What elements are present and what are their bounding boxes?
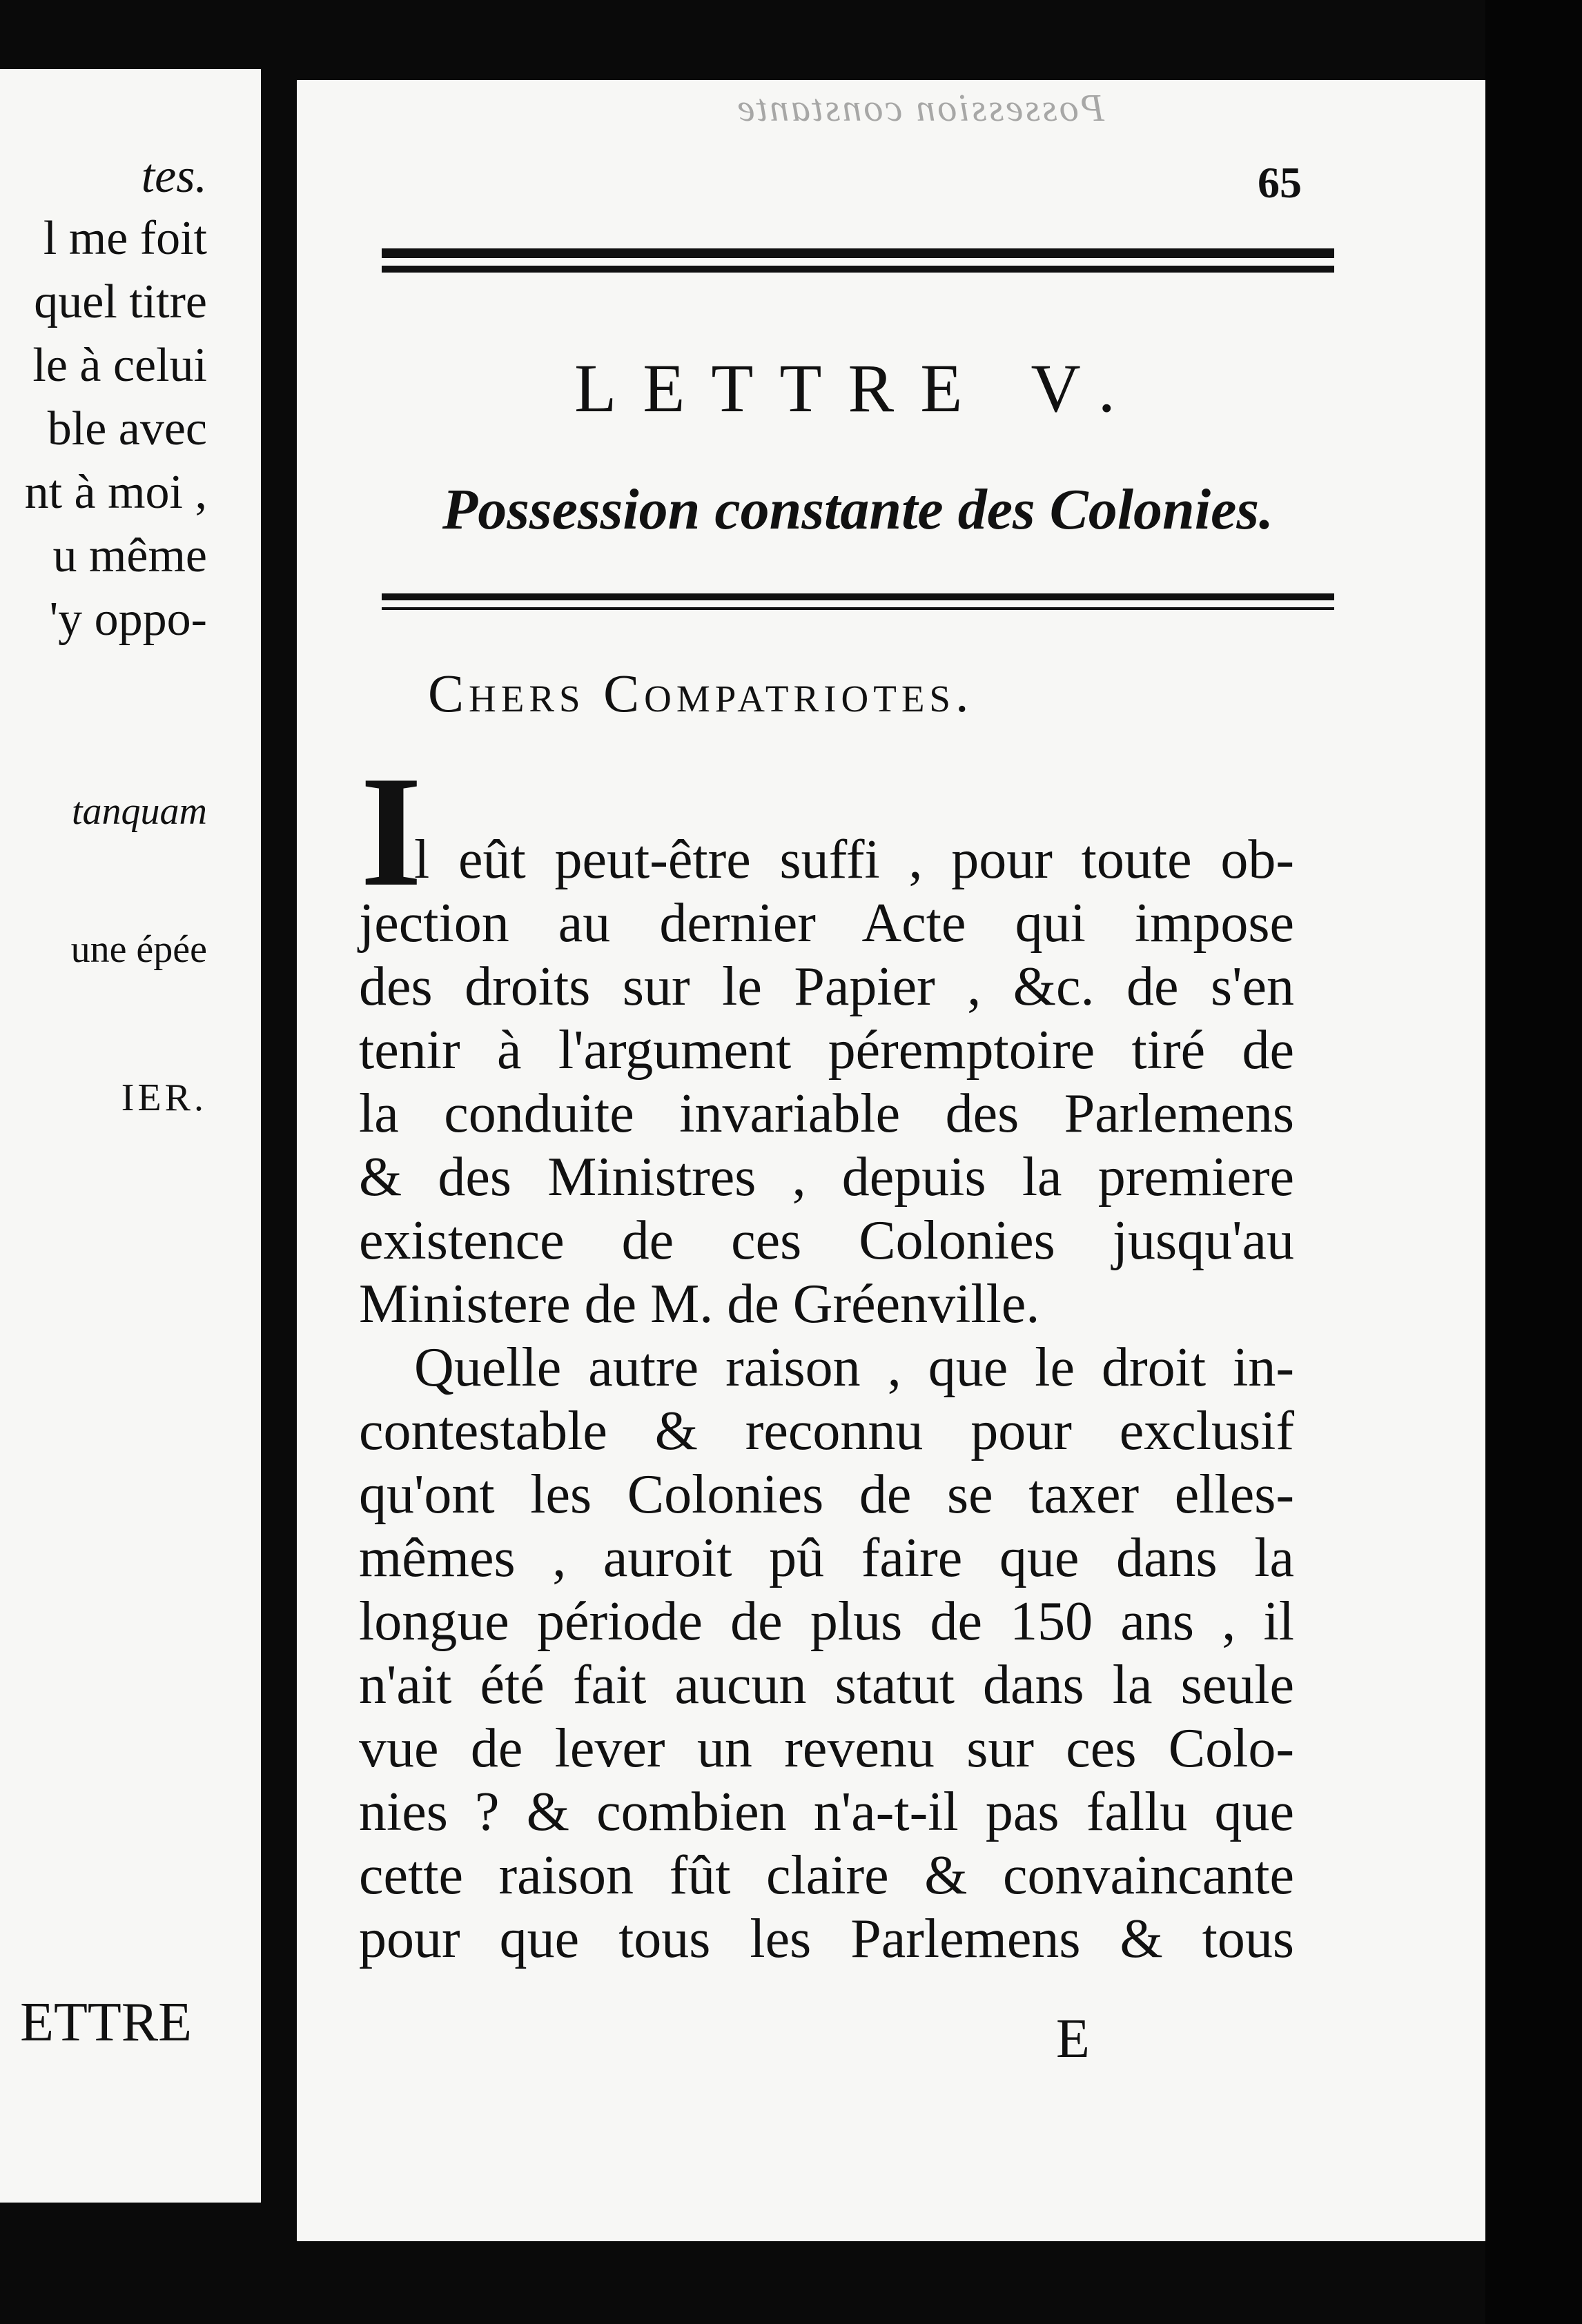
letter-subtitle: Possession constante des Colonies. — [442, 477, 1274, 542]
left-page-signature: IER. — [121, 1076, 207, 1119]
body-line: existence de ces Colonies jusqu'au — [359, 1210, 1294, 1271]
body-line: Ministere de M. de Gréenville. — [359, 1274, 1040, 1335]
body-line: mêmes , auroit pû faire que dans la — [359, 1528, 1294, 1588]
body-line: & des Ministres , depuis la premiere — [359, 1147, 1294, 1208]
body-line: pour que tous les Parlemens & tous — [359, 1909, 1294, 1969]
body-line: l eût peut-être suffi , pour toute ob- — [414, 829, 1294, 890]
body-line: longue période de plus de 150 ans , il — [359, 1591, 1294, 1652]
book-spine — [1485, 0, 1582, 2324]
body-line: n'ait été fait aucun statut dans la seule — [359, 1655, 1294, 1715]
catchword: E — [1056, 2009, 1090, 2069]
left-page-line: ble avec — [47, 402, 207, 455]
left-page-line: quel titre — [34, 275, 207, 328]
body-line: jection au dernier Acte qui impose — [359, 893, 1294, 954]
body-line: contestable & reconnu pour exclusif — [359, 1401, 1294, 1461]
left-page-line: tes. — [141, 150, 207, 203]
body-line: cette raison fût claire & convaincante — [359, 1845, 1294, 1906]
section-rule-2 — [382, 607, 1334, 610]
left-page-catchword: ETTRE — [20, 1992, 192, 2053]
header-rule — [382, 248, 1334, 258]
salutation: Chers Compatriotes. — [428, 663, 974, 723]
body-line: des droits sur le Papier , &c. de s'en — [359, 956, 1294, 1017]
body-line: qu'ont les Colonies de se taxer elles- — [359, 1464, 1294, 1525]
left-page-line: u même — [52, 529, 207, 582]
left-page-line: nt à moi , — [24, 466, 207, 519]
left-page-line: 'y oppo- — [49, 593, 207, 646]
drop-cap: I — [360, 743, 422, 919]
left-page-quote: tanquam — [72, 790, 207, 833]
left-page-line: le à celui — [32, 339, 207, 392]
body-line: tenir à l'argument péremptoire tiré de — [359, 1020, 1294, 1081]
running-head-bleedthrough: Possession constante — [735, 87, 1104, 130]
left-page — [0, 69, 261, 2203]
body-line: vue de lever un revenu sur ces Colo- — [359, 1718, 1294, 1779]
left-page-epee: une épée — [70, 928, 207, 971]
body-line: Quelle autre raison , que le droit in- — [414, 1337, 1294, 1398]
letter-title: LETTRE V. — [574, 350, 1142, 426]
left-page-line: l me foit — [43, 212, 207, 265]
body-line: nies ? & combien n'a-t-il pas fallu que — [359, 1782, 1294, 1842]
body-line: la conduite invariable des Parlemens — [359, 1083, 1294, 1144]
header-rule-2 — [382, 266, 1334, 273]
page-number: 65 — [1258, 158, 1302, 207]
section-rule — [382, 593, 1334, 600]
